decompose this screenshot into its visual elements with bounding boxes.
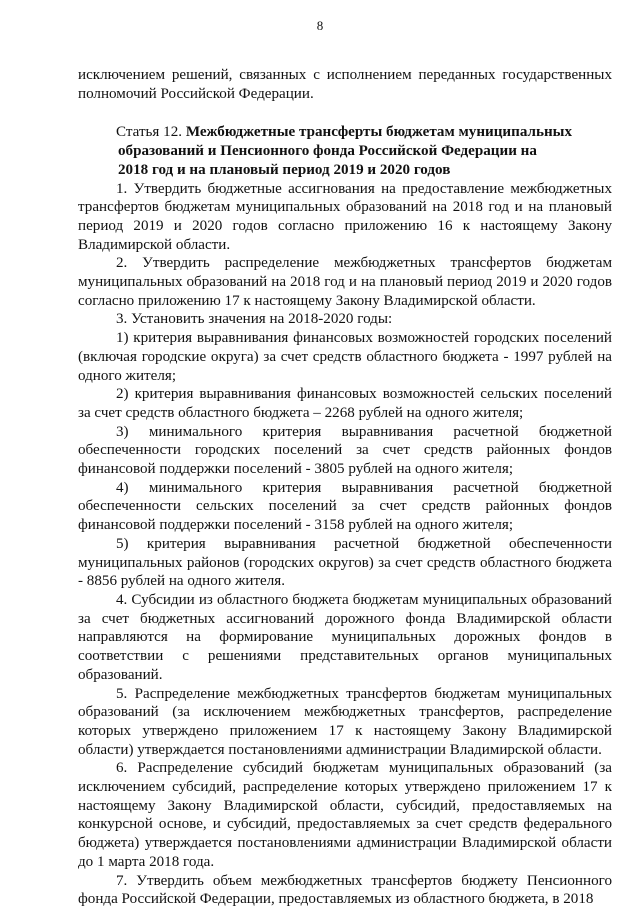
paragraph-3: 3. Установить значения на 2018-2020 годы:: [116, 311, 393, 328]
document-body: [78, 66, 612, 909]
paragraph-6: 6. Распределение субсидий бюджетам муниципальных образований (за исключением субсидий, распределение которых утверждено приложением 17 к настоящему Закону Владимирской области, субсидий, предоставляемых на конкурсной основе, и субсидий, предоставляемых за счет средств федерального бюджета) утверждается постановлениями администрации Владимирской области до 1 марта 2018 года.: [78, 760, 612, 870]
article-heading: [78, 123, 612, 142]
paragraph-1: 1. Утвердить бюджетные ассигнования на предоставление межбюджетных трансфертов бюджетам муниципальных образований на 2018 год и на плановый период 2019 и 2020 годов согласно приложению 16 к настоящему Закону Владимирской области.: [78, 180, 612, 253]
paragraph-3-2: 2) критерия выравнивания финансовых возможностей сельских поселений за счет средств областного бюджета – 2268 рублей на одного жителя;: [78, 386, 612, 421]
paragraph-3-5: 5) критерия выравнивания расчетной бюджетной обеспеченности муниципальных районов (городских округов) за счет средств областного бюджета - 8856 рублей на одного жителя.: [78, 535, 612, 590]
article-title-line3: 2018 год и на плановый период 2019 и 2020 годов: [118, 161, 451, 178]
paragraph-3-3: 3) минимального критерия выравнивания расчетной бюджетной обеспеченности городских поселений за счет средств районных фондов финансовой поддержки поселений - 3805 рублей на одного жителя;: [78, 423, 612, 478]
article-label: Статья 12.: [116, 124, 183, 141]
paragraph-5: 5. Распределение межбюджетных трансфертов бюджетам муниципальных образований (за исключением межбюджетных трансфертов, распределение которых утверждено приложением 17 к настоящему Закону Владимирской области) утверждается постановлениями администрации Владимирской области.: [78, 685, 612, 758]
article-title-line1: Межбюджетные трансферты бюджетам муниципальных: [185, 124, 572, 141]
paragraph-4: 4. Субсидии из областного бюджета бюджетам муниципальных образований за счет бюджетных ассигнований дорожного фонда Владимирской области направляются на формирование муниципальных дорожных фондов в соответствии с решениями представительных органов муниципальных образований.: [78, 591, 612, 683]
intro-paragraph: исключением решений, связанных с исполнением переданных государственных полномочий Российской Федерации.: [78, 67, 612, 102]
page-number: 8: [316, 18, 324, 33]
paragraph-2: 2. Утвердить распределение межбюджетных трансфертов бюджетам муниципальных образований на 2018 год и на плановый период 2019 и 2020 годов согласно приложению 17 к настоящему Закону Владимирской области.: [78, 255, 612, 309]
paragraph-3-4: 4) минимального критерия выравнивания расчетной бюджетной обеспеченности сельских поселений за счет средств районных фондов финансовой поддержки поселений - 3158 рублей на одного жителя;: [78, 479, 612, 534]
paragraph-3-1: 1) критерия выравнивания финансовых возможностей городских поселений (включая городские округа) за счет средств областного бюджета - 1997 рублей на одного жителя;: [78, 330, 612, 384]
article-title-line2: образований и Пенсионного фонда Российской Федерации на: [118, 143, 537, 160]
paragraph-7: 7. Утвердить объем межбюджетных трансфертов бюджету Пенсионного фонда Российской Федерации, предоставляемых из областного бюджета, в 2018: [78, 872, 612, 908]
